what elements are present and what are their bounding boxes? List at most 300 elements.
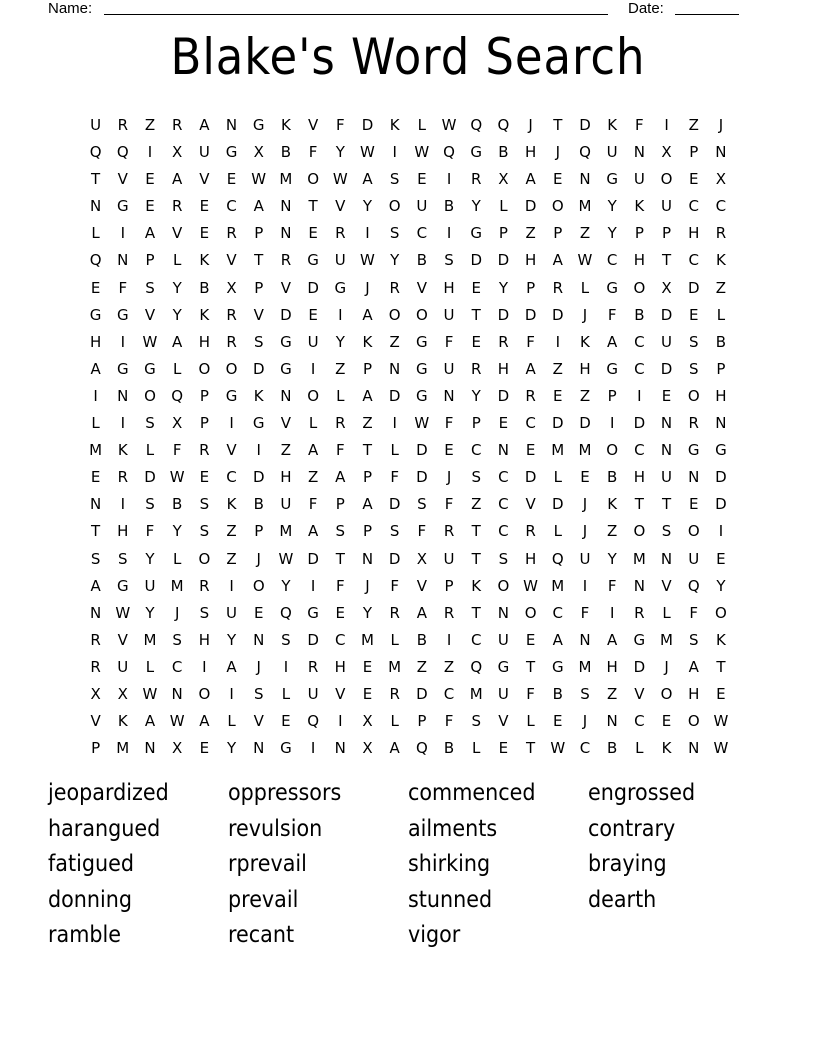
grid-letter[interactable]: S — [389, 224, 400, 243]
grid-letter[interactable]: Q — [116, 143, 129, 162]
grid-letter[interactable]: H — [89, 332, 102, 351]
grid-letter[interactable]: E — [498, 739, 509, 758]
grid-letter[interactable]: S — [145, 414, 155, 433]
grid-letter[interactable]: I — [609, 603, 615, 622]
grid-letter[interactable]: H — [443, 278, 455, 297]
grid-letter[interactable]: X — [172, 739, 183, 758]
grid-letter[interactable]: U — [443, 305, 455, 324]
grid-letter[interactable]: F — [526, 684, 535, 703]
grid-letter[interactable]: R — [552, 278, 563, 297]
grid-letter[interactable]: H — [198, 630, 210, 649]
grid-letter[interactable]: Y — [335, 332, 345, 351]
grid-letter[interactable]: I — [283, 657, 289, 676]
grid-letter[interactable]: O — [198, 684, 211, 703]
grid-letter[interactable]: C — [634, 359, 645, 378]
grid-letter[interactable]: L — [336, 386, 345, 405]
grid-letter[interactable]: W — [142, 332, 158, 351]
grid-letter[interactable]: L — [472, 739, 481, 758]
grid-letter[interactable]: Z — [226, 549, 237, 568]
grid-letter[interactable]: G — [416, 359, 428, 378]
grid-letter[interactable]: Y — [498, 278, 508, 297]
grid-letter[interactable]: P — [254, 278, 264, 297]
grid-letter[interactable]: Y — [716, 576, 726, 595]
grid-letter[interactable]: G — [280, 332, 292, 351]
grid-letter[interactable]: R — [226, 224, 237, 243]
grid-letter[interactable]: T — [661, 495, 672, 514]
grid-letter[interactable]: L — [716, 305, 726, 324]
grid-letter[interactable]: N — [715, 414, 727, 433]
grid-letter[interactable]: V — [525, 495, 536, 514]
grid-letter[interactable]: U — [443, 549, 455, 568]
grid-letter[interactable]: W — [169, 712, 185, 731]
grid-letter[interactable]: D — [579, 414, 591, 433]
grid-letter[interactable]: P — [417, 712, 427, 731]
grid-letter[interactable]: G — [225, 143, 238, 162]
grid-letter[interactable]: D — [361, 116, 374, 134]
grid-letter[interactable]: I — [446, 224, 452, 243]
grid-letter[interactable]: V — [226, 251, 237, 270]
grid-letter[interactable]: B — [443, 739, 455, 758]
grid-letter[interactable]: G — [252, 116, 265, 134]
grid-letter[interactable]: V — [416, 278, 427, 297]
grid-letter[interactable]: D — [416, 468, 428, 487]
grid-letter[interactable]: M — [578, 197, 592, 216]
grid-letter[interactable]: C — [335, 630, 346, 649]
grid-letter[interactable]: B — [280, 143, 292, 162]
grid-letter[interactable]: X — [172, 143, 183, 162]
grid-letter[interactable]: C — [416, 224, 428, 243]
grid-letter[interactable]: Q — [470, 657, 483, 676]
grid-letter[interactable]: N — [579, 630, 591, 649]
grid-letter[interactable]: N — [443, 386, 455, 405]
grid-letter[interactable]: Y — [471, 386, 481, 405]
grid-letter[interactable]: W — [278, 549, 294, 568]
grid-letter[interactable]: S — [688, 359, 699, 378]
grid-letter[interactable]: T — [335, 549, 345, 568]
grid-letter[interactable]: E — [553, 386, 563, 405]
grid-letter[interactable]: Z — [579, 224, 591, 243]
grid-letter[interactable]: S — [389, 522, 400, 541]
grid-letter[interactable]: I — [555, 332, 560, 351]
grid-letter[interactable]: N — [660, 441, 673, 460]
grid-letter[interactable]: D — [497, 386, 510, 405]
grid-letter[interactable]: W — [441, 116, 457, 134]
grid-letter[interactable]: J — [582, 712, 588, 731]
grid-letter[interactable]: P — [199, 414, 209, 433]
grid-letter[interactable]: R — [199, 576, 210, 595]
grid-letter[interactable]: W — [169, 468, 185, 487]
grid-letter[interactable]: N — [606, 712, 618, 731]
grid-letter[interactable]: G — [633, 630, 646, 649]
grid-letter[interactable]: C — [498, 468, 509, 487]
grid-letter[interactable]: F — [145, 522, 155, 541]
grid-letter[interactable]: Y — [172, 278, 182, 297]
grid-letter[interactable]: B — [607, 468, 618, 487]
grid-letter[interactable]: S — [145, 278, 155, 297]
grid-letter[interactable]: I — [392, 414, 397, 433]
grid-letter[interactable]: T — [634, 495, 644, 514]
grid-letter[interactable]: L — [172, 359, 182, 378]
grid-letter[interactable]: P — [634, 224, 644, 243]
grid-letter[interactable]: C — [525, 414, 536, 433]
grid-letter[interactable]: G — [280, 739, 292, 758]
grid-letter[interactable]: H — [524, 251, 537, 270]
grid-letter[interactable]: I — [582, 576, 588, 595]
grid-letter[interactable]: E — [471, 278, 481, 297]
grid-letter[interactable]: A — [525, 359, 536, 378]
grid-letter[interactable]: D — [552, 495, 564, 514]
grid-letter[interactable]: C — [171, 657, 183, 676]
grid-letter[interactable]: S — [199, 603, 210, 622]
grid-letter[interactable]: M — [551, 576, 565, 595]
grid-letter[interactable]: F — [444, 712, 454, 731]
grid-letter[interactable]: J — [582, 522, 588, 541]
grid-letter[interactable]: L — [662, 603, 671, 622]
grid-letter[interactable]: S — [145, 495, 155, 514]
grid-letter[interactable]: X — [661, 143, 672, 162]
grid-letter[interactable]: T — [308, 197, 318, 216]
grid-letter[interactable]: G — [416, 386, 428, 405]
grid-letter[interactable]: O — [198, 359, 211, 378]
grid-letter[interactable]: I — [120, 414, 125, 433]
grid-letter[interactable]: S — [444, 251, 454, 270]
grid-letter[interactable]: E — [362, 684, 373, 703]
grid-letter[interactable]: G — [497, 657, 510, 676]
grid-letter[interactable]: M — [89, 441, 103, 460]
grid-letter[interactable]: C — [688, 197, 699, 216]
grid-letter[interactable]: M — [578, 657, 592, 676]
grid-letter[interactable]: G — [606, 278, 618, 297]
grid-letter[interactable]: A — [525, 170, 536, 189]
grid-letter[interactable]: F — [118, 278, 128, 297]
grid-letter[interactable]: T — [91, 170, 101, 189]
grid-letter[interactable]: G — [687, 441, 700, 460]
grid-letter[interactable]: R — [335, 224, 346, 243]
grid-letter[interactable]: N — [89, 197, 102, 216]
grid-letter[interactable]: R — [171, 116, 183, 134]
grid-letter[interactable]: S — [253, 684, 264, 703]
grid-letter[interactable]: Q — [415, 739, 428, 758]
grid-letter[interactable]: C — [552, 603, 564, 622]
grid-letter[interactable]: L — [390, 441, 399, 460]
grid-letter[interactable]: U — [661, 332, 673, 351]
grid-letter[interactable]: W — [142, 684, 158, 703]
grid-letter[interactable]: E — [199, 468, 210, 487]
grid-letter[interactable]: O — [660, 170, 673, 189]
grid-letter[interactable]: E — [90, 278, 101, 297]
grid-letter[interactable]: O — [144, 386, 156, 405]
grid-letter[interactable]: P — [471, 414, 481, 433]
grid-letter[interactable]: E — [417, 170, 427, 189]
grid-letter[interactable]: C — [226, 197, 237, 216]
grid-letter[interactable]: P — [716, 359, 726, 378]
grid-letter[interactable]: F — [580, 603, 590, 622]
grid-letter[interactable]: A — [144, 224, 156, 243]
grid-letter[interactable]: J — [582, 305, 588, 324]
grid-letter[interactable]: J — [582, 495, 588, 514]
grid-letter[interactable]: D — [388, 495, 401, 514]
grid-letter[interactable]: Y — [362, 197, 373, 216]
grid-letter[interactable]: X — [362, 712, 373, 731]
grid-letter[interactable]: I — [120, 332, 125, 351]
grid-letter[interactable]: L — [553, 468, 562, 487]
grid-letter[interactable]: H — [688, 684, 700, 703]
grid-letter[interactable]: Z — [471, 495, 482, 514]
grid-letter[interactable]: U — [606, 143, 618, 162]
grid-letter[interactable]: N — [715, 143, 727, 162]
grid-letter[interactable]: O — [388, 197, 401, 216]
grid-letter[interactable]: N — [334, 739, 346, 758]
grid-letter[interactable]: N — [117, 251, 129, 270]
grid-letter[interactable]: E — [471, 332, 481, 351]
grid-letter[interactable]: C — [226, 468, 237, 487]
grid-letter[interactable]: F — [526, 332, 535, 351]
grid-letter[interactable]: H — [633, 468, 645, 487]
grid-letter[interactable]: L — [91, 224, 100, 243]
grid-letter[interactable]: R — [280, 251, 292, 270]
grid-letter[interactable]: X — [172, 414, 183, 433]
grid-letter[interactable]: L — [553, 522, 562, 541]
grid-letter[interactable]: D — [307, 278, 319, 297]
grid-letter[interactable]: I — [120, 224, 125, 243]
grid-letter[interactable]: M — [469, 684, 483, 703]
grid-letter[interactable]: G — [470, 224, 483, 243]
grid-letter[interactable]: A — [144, 712, 156, 731]
grid-letter[interactable]: I — [147, 143, 153, 162]
grid-letter[interactable]: Q — [687, 576, 700, 595]
grid-letter[interactable]: Q — [307, 712, 319, 731]
grid-letter[interactable]: S — [172, 630, 182, 649]
grid-letter[interactable]: L — [635, 739, 644, 758]
grid-letter[interactable]: E — [226, 170, 237, 189]
grid-letter[interactable]: B — [416, 251, 427, 270]
grid-letter[interactable]: Y — [226, 739, 237, 758]
grid-letter[interactable]: Y — [145, 603, 155, 622]
grid-letter[interactable]: D — [497, 305, 510, 324]
grid-letter[interactable]: Y — [226, 630, 237, 649]
grid-letter[interactable]: E — [145, 197, 155, 216]
grid-letter[interactable]: Z — [443, 657, 455, 676]
grid-letter[interactable]: M — [143, 630, 157, 649]
grid-letter[interactable]: F — [308, 143, 318, 162]
grid-letter[interactable]: D — [552, 414, 564, 433]
grid-letter[interactable]: Z — [715, 278, 727, 297]
grid-letter[interactable]: I — [229, 684, 234, 703]
grid-letter[interactable]: E — [580, 468, 590, 487]
grid-letter[interactable]: Y — [607, 197, 617, 216]
grid-letter[interactable]: N — [389, 359, 401, 378]
grid-letter[interactable]: P — [607, 386, 617, 405]
grid-letter[interactable]: G — [280, 359, 292, 378]
grid-letter[interactable]: J — [256, 657, 261, 676]
grid-letter[interactable]: N — [497, 441, 510, 460]
grid-letter[interactable]: H — [633, 251, 645, 270]
grid-letter[interactable]: D — [524, 305, 537, 324]
grid-letter[interactable]: U — [443, 359, 455, 378]
grid-letter[interactable]: V — [117, 630, 128, 649]
grid-letter[interactable]: R — [498, 332, 509, 351]
grid-letter[interactable]: F — [607, 305, 617, 324]
grid-letter[interactable]: P — [254, 224, 264, 243]
grid-letter[interactable]: V — [280, 278, 292, 297]
grid-letter[interactable]: P — [362, 522, 372, 541]
grid-letter[interactable]: E — [688, 495, 699, 514]
grid-letter[interactable]: P — [335, 495, 345, 514]
grid-letter[interactable]: S — [253, 332, 264, 351]
grid-letter[interactable]: S — [661, 522, 672, 541]
grid-letter[interactable]: G — [144, 359, 156, 378]
grid-letter[interactable]: K — [661, 739, 672, 758]
grid-letter[interactable]: N — [688, 739, 700, 758]
grid-letter[interactable]: Z — [226, 522, 237, 541]
grid-letter[interactable]: L — [172, 251, 182, 270]
grid-letter[interactable]: T — [362, 441, 373, 460]
grid-letter[interactable]: A — [307, 441, 319, 460]
grid-letter[interactable]: L — [526, 712, 535, 731]
grid-letter[interactable]: C — [498, 522, 509, 541]
grid-letter[interactable]: S — [281, 630, 291, 649]
grid-letter[interactable]: X — [416, 549, 427, 568]
grid-letter[interactable]: U — [307, 332, 319, 351]
grid-letter[interactable]: E — [688, 170, 699, 189]
grid-letter[interactable]: C — [634, 712, 645, 731]
grid-letter[interactable]: R — [443, 603, 455, 622]
grid-letter[interactable]: N — [253, 630, 265, 649]
name-field[interactable] — [104, 14, 608, 15]
date-field[interactable] — [675, 14, 739, 15]
grid-letter[interactable]: V — [144, 305, 156, 324]
grid-letter[interactable]: C — [634, 441, 645, 460]
grid-letter[interactable]: T — [471, 603, 481, 622]
grid-letter[interactable]: F — [689, 603, 699, 622]
grid-letter[interactable]: I — [609, 414, 615, 433]
grid-letter[interactable]: Q — [579, 143, 591, 162]
grid-letter[interactable]: O — [388, 305, 401, 324]
grid-letter[interactable]: H — [198, 332, 210, 351]
grid-letter[interactable]: D — [633, 657, 646, 676]
grid-letter[interactable]: I — [93, 386, 98, 405]
grid-letter[interactable]: H — [497, 359, 510, 378]
grid-letter[interactable]: N — [660, 414, 673, 433]
grid-letter[interactable]: A — [172, 170, 183, 189]
grid-letter[interactable]: N — [117, 386, 129, 405]
grid-letter[interactable]: H — [688, 224, 700, 243]
grid-letter[interactable]: I — [664, 116, 669, 134]
grid-letter[interactable]: A — [90, 359, 101, 378]
grid-letter[interactable]: Y — [281, 576, 291, 595]
grid-letter[interactable]: N — [253, 739, 265, 758]
grid-letter[interactable]: C — [606, 251, 618, 270]
grid-letter[interactable]: Z — [525, 224, 536, 243]
grid-letter[interactable]: Z — [552, 359, 563, 378]
grid-letter[interactable]: K — [199, 251, 210, 270]
grid-letter[interactable]: V — [416, 576, 427, 595]
grid-letter[interactable]: W — [360, 143, 375, 162]
grid-letter[interactable]: O — [715, 603, 727, 622]
grid-letter[interactable]: P — [662, 224, 672, 243]
grid-letter[interactable]: H — [715, 386, 727, 405]
grid-letter[interactable]: P — [145, 251, 155, 270]
grid-letter[interactable]: T — [471, 305, 481, 324]
grid-letter[interactable]: R — [389, 603, 400, 622]
grid-letter[interactable]: Z — [688, 116, 699, 134]
grid-letter[interactable]: I — [310, 739, 316, 758]
grid-letter[interactable]: Q — [89, 143, 102, 162]
grid-letter[interactable]: I — [446, 630, 452, 649]
grid-letter[interactable]: Q — [171, 386, 184, 405]
grid-letter[interactable]: N — [89, 603, 102, 622]
grid-letter[interactable]: G — [334, 278, 347, 297]
grid-letter[interactable]: D — [252, 359, 265, 378]
grid-letter[interactable]: F — [335, 441, 345, 460]
grid-letter[interactable]: E — [335, 603, 346, 622]
grid-letter[interactable]: K — [117, 441, 128, 460]
grid-letter[interactable]: K — [715, 251, 726, 270]
grid-letter[interactable]: T — [526, 657, 536, 676]
grid-letter[interactable]: A — [226, 657, 237, 676]
grid-letter[interactable]: P — [362, 359, 372, 378]
grid-letter[interactable]: X — [362, 739, 373, 758]
grid-letter[interactable]: N — [361, 549, 374, 568]
grid-letter[interactable]: S — [580, 684, 590, 703]
grid-letter[interactable]: X — [661, 278, 672, 297]
grid-letter[interactable]: N — [688, 468, 700, 487]
grid-letter[interactable]: V — [661, 576, 672, 595]
grid-letter[interactable]: K — [280, 116, 291, 134]
grid-letter[interactable]: L — [390, 712, 399, 731]
grid-letter[interactable]: D — [660, 359, 673, 378]
grid-letter[interactable]: R — [171, 197, 183, 216]
grid-letter[interactable]: M — [632, 549, 646, 568]
grid-letter[interactable]: N — [280, 386, 292, 405]
grid-letter[interactable]: R — [688, 414, 699, 433]
grid-letter[interactable]: V — [307, 116, 319, 134]
grid-letter[interactable]: U — [661, 468, 673, 487]
grid-letter[interactable]: Q — [470, 116, 483, 134]
grid-letter[interactable]: A — [552, 251, 563, 270]
grid-letter[interactable]: S — [199, 495, 210, 514]
grid-letter[interactable]: C — [715, 197, 727, 216]
grid-letter[interactable]: E — [199, 197, 210, 216]
grid-letter[interactable]: D — [524, 468, 537, 487]
grid-letter[interactable]: N — [633, 576, 645, 595]
grid-letter[interactable]: E — [498, 414, 509, 433]
grid-letter[interactable]: F — [607, 576, 617, 595]
grid-letter[interactable]: U — [416, 197, 428, 216]
grid-letter[interactable]: S — [471, 468, 481, 487]
grid-letter[interactable]: O — [198, 549, 211, 568]
grid-letter[interactable]: U — [280, 495, 292, 514]
grid-letter[interactable]: G — [89, 305, 102, 324]
grid-letter[interactable]: U — [117, 657, 129, 676]
grid-letter[interactable]: A — [416, 603, 427, 622]
grid-letter[interactable]: G — [606, 359, 618, 378]
grid-letter[interactable]: W — [713, 712, 729, 731]
grid-letter[interactable]: G — [116, 359, 129, 378]
grid-letter[interactable]: D — [252, 468, 265, 487]
grid-letter[interactable]: L — [227, 712, 236, 731]
grid-letter[interactable]: S — [417, 495, 427, 514]
grid-letter[interactable]: S — [471, 712, 481, 731]
grid-letter[interactable]: Y — [607, 549, 617, 568]
grid-letter[interactable]: G — [470, 143, 483, 162]
grid-letter[interactable]: I — [229, 414, 234, 433]
grid-letter[interactable]: Z — [579, 386, 591, 405]
grid-letter[interactable]: D — [552, 305, 564, 324]
grid-letter[interactable]: W — [713, 739, 729, 758]
grid-letter[interactable]: O — [687, 522, 700, 541]
grid-letter[interactable]: A — [688, 657, 699, 676]
